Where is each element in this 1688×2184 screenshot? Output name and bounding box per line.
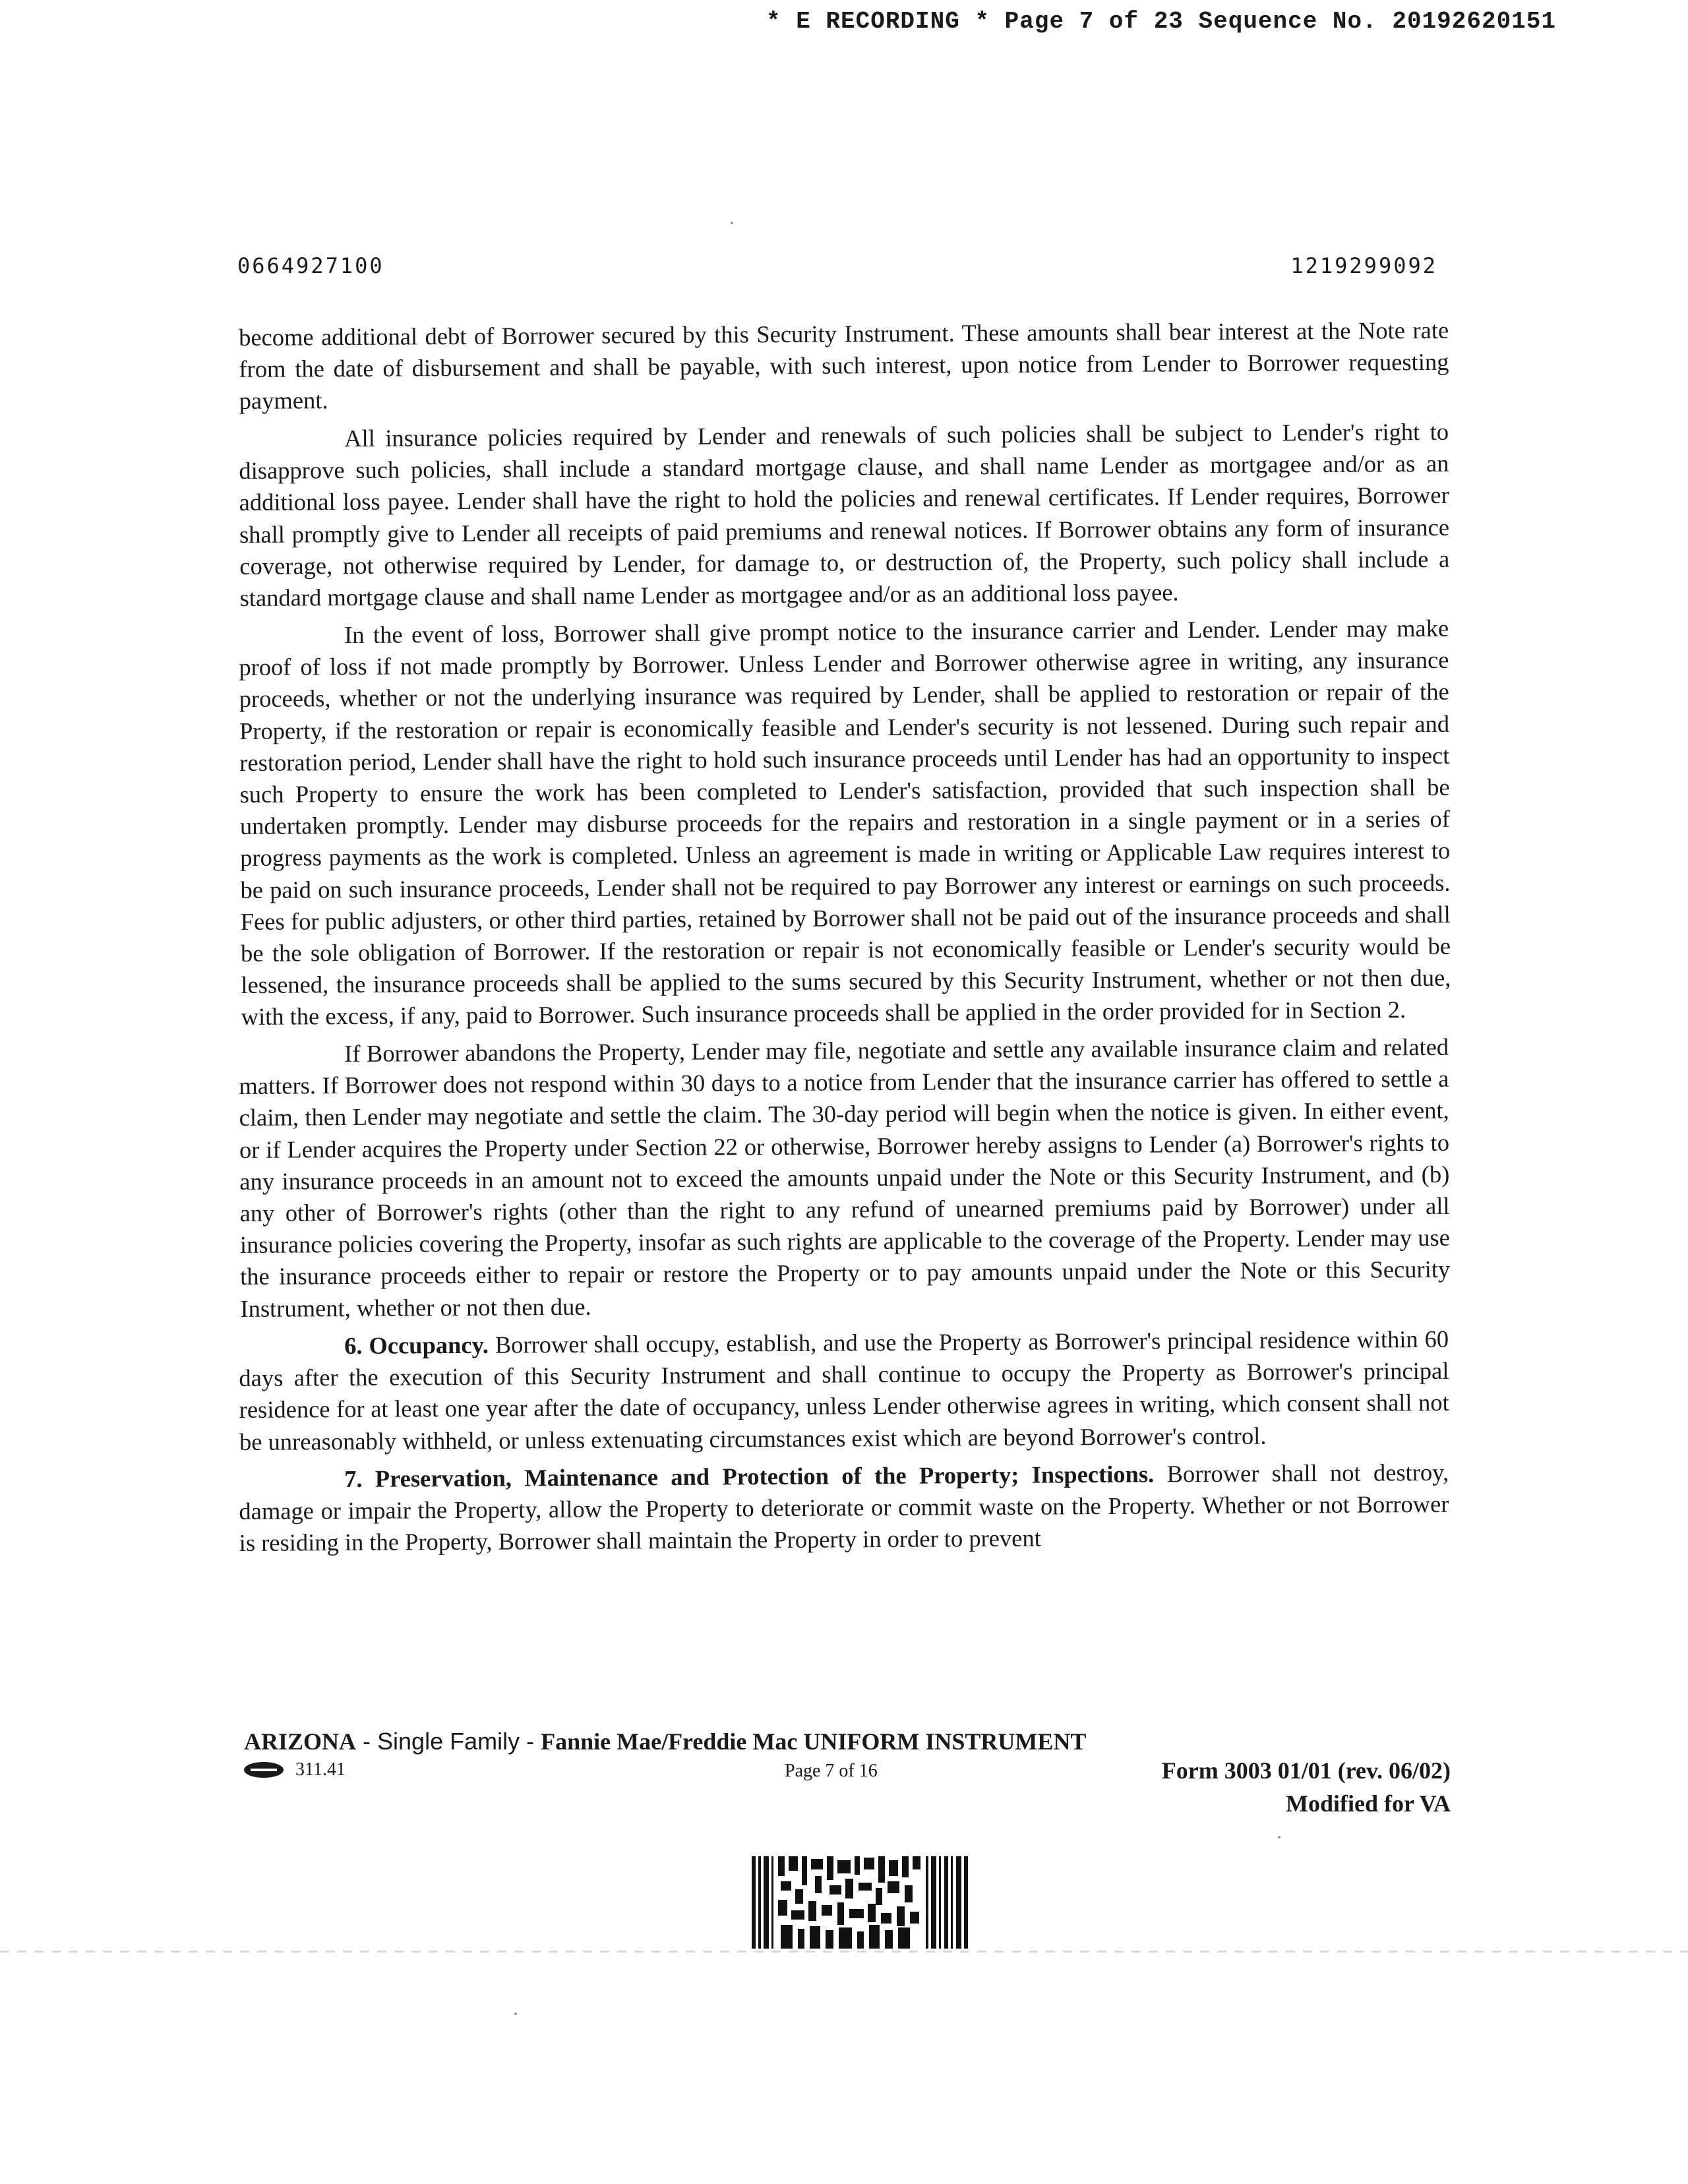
paragraph-insurance-policies: All insurance policies required by Lender and renewals of such policies shall be subject to Lender's right to disapprove such policies, shall include a standard mortgage clause, and shall name Lender as mortgagee and/or as an additional loss payee. Lender shall have the right to hold the policies and renewal certificates. If Lender requires, Borrower shall promptly give to Lender all receipts of paid premiums and renewal notices. If Borrower obtains any form of insurance coverage, not otherwise required by Lender, for damage to, or destruction of, the Property, such policy shall include a standard mortgage clause and shall name Lender as mortgagee and/or as an additional loss payee. <box>239 417 1450 611</box>
section-6-heading: 6. Occupancy. <box>344 1331 489 1360</box>
paragraph-event-of-loss: In the event of loss, Borrower shall give prompt notice to the insurance carrier and Lender. Lender may make proof of loss if not made promptly by Borrower. Unless Lender and Borrower otherwise agree in writing, any insurance proceeds, whether or not the underlying insurance was required by Lender, shall be applied to restoration or repair of the Property, if the restoration or repair is economically feasible and Lender's security is not lessened. During such repair and restoration period, Lender shall have the right to hold such insurance proceeds until Lender has had an opportunity to inspect such Property to ensure the work has been completed to Lender's satisfaction, provided that such inspection shall be undertaken promptly. Lender may disburse proceeds for the repairs and restoration in a single payment or in a series of progress payments as the work is completed. Unless an agreement is made in writing or Applicable Law requires interest to be paid on such insurance proceeds, Lender shall not be required to pay Borrower any interest or earnings on such proceeds. Fees for public adjusters, or other third parties, retained by Borrower shall not be paid out of the insurance proceeds and shall be the sole obligation of Borrower. If the restoration or repair is not economically feasible or Lender's security would be lessened, the insurance proceeds shall be applied to the sums secured by this Security Instrument, whether or not then due, with the excess, if any, paid to Borrower. Such insurance proceeds shall be applied in the order provided for in Section 2. <box>239 614 1451 1031</box>
document-body <box>239 316 1451 1565</box>
paragraph-abandonment: If Borrower abandons the Property, Lender may file, negotiate and settle any available insurance claim and related matters. If Borrower does not respond within 30 days to a notice from Lender that the insurance carrier has offered to settle a claim, then Lender may negotiate and settle the claim. The 30-day period will begin when the notice is given. In either event, or if Lender acquires the Property under Section 22 or otherwise, Borrower hereby assigns to Lender (a) Borrower's rights to any insurance proceeds in an amount not to exceed the amounts unpaid under the Note or this Security Instrument, and (b) any other of Borrower's rights (other than the right to any refund of unearned premiums paid by Borrower) under all insurance policies covering the Property, insofar as such rights are applicable to the coverage of the Property. Lender may use the insurance proceeds either to repair or restore the Property or to pay amounts unpaid under the Note or this Security Instrument, whether or not then due. <box>239 1033 1451 1323</box>
footer-separator: - <box>520 1728 541 1755</box>
recording-header: * E RECORDING * Page 7 of 23 Sequence No. 20192620151 <box>766 8 1556 35</box>
footer-form-code-text: 311.41 <box>295 1759 346 1780</box>
footer-instrument: Fannie Mae/Freddie Mac UNIFORM INSTRUMENT <box>541 1728 1087 1755</box>
scan-artifact-line <box>0 1951 1688 1953</box>
section-7-preservation <box>239 1457 1449 1560</box>
footer-form-number: Form 3003 01/01 (rev. 06/02) <box>1161 1757 1451 1784</box>
section-7-heading: 7. Preservation, Maintenance and Protection of the Property; Inspections. <box>344 1460 1155 1493</box>
footer-modified: Modified for VA <box>1285 1790 1451 1817</box>
footer-page-number: Page 7 of 16 <box>785 1761 878 1781</box>
scan-speck <box>731 222 733 224</box>
scan-speck <box>514 2013 517 2015</box>
vmp-logo-icon <box>244 1762 284 1778</box>
loan-number-right: 1219299092 <box>1290 253 1437 278</box>
barcode-icon <box>752 1856 969 1949</box>
loan-number-left: 0664927100 <box>237 253 384 278</box>
section-6-text: Borrower shall occupy, establish, and use the Property as Borrower's principal residence within 60 days after the execution of this Security Instrument and shall continue to occupy the Property as Borrower's principal residence for at least one year after the date of occupancy, unless Lender otherwise agrees in writing, which consent shall not be unreasonably withheld, or unless extenuating circumstances exist which are beyond Borrower's control. <box>239 1325 1449 1455</box>
scan-speck <box>1278 1836 1281 1838</box>
footer-family: Single Family <box>377 1728 520 1755</box>
footer-instrument-line <box>244 1728 1451 1755</box>
footer-form-code <box>244 1759 346 1780</box>
paragraph-continuation: become additional debt of Borrower secured by this Security Instrument. These amounts shall bear interest at the Note rate from the date of disbursement and shall be payable, with such interest, upon notice from Lender to Borrower requesting payment. <box>239 316 1449 415</box>
footer-separator: - <box>356 1728 378 1755</box>
form-footer <box>244 1728 1451 1817</box>
footer-row <box>244 1757 1451 1817</box>
footer-state: ARIZONA <box>244 1728 357 1755</box>
section-7-text: Borrower shall not destroy, damage or impair the Property, allow the Property to deteriorate or commit waste on the Property. Whether or not Borrower is residing in the Property, Borrower shall maintain the Property in order to prevent <box>239 1458 1449 1557</box>
section-6-occupancy <box>239 1323 1449 1458</box>
